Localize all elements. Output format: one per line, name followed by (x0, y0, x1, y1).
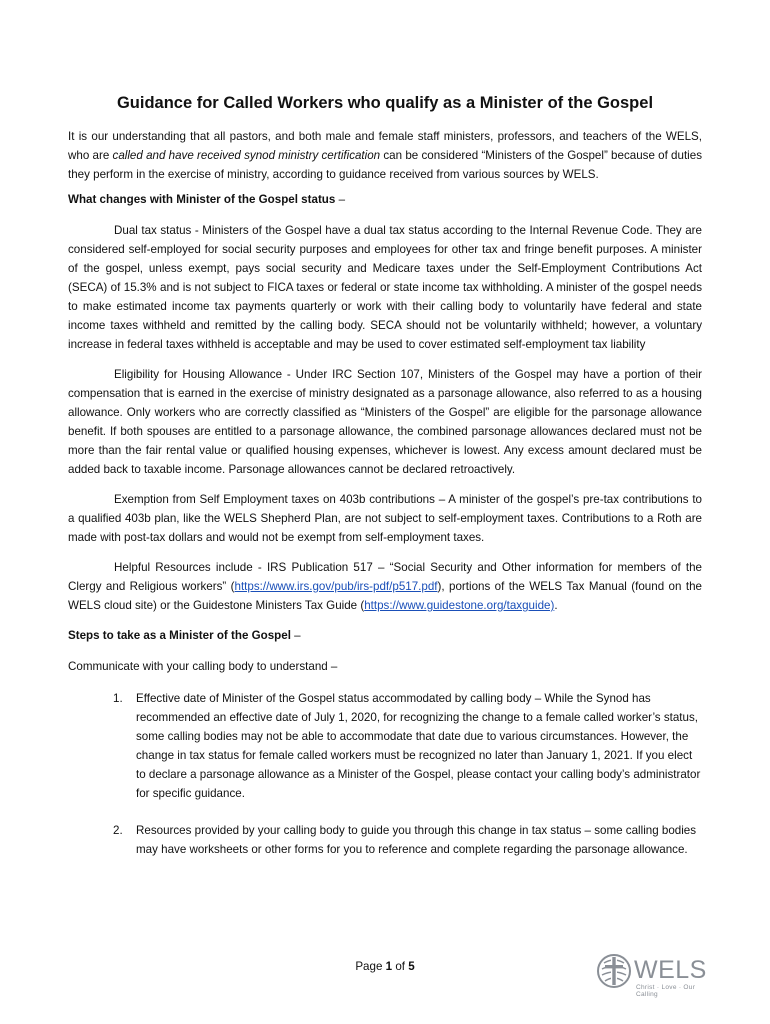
intro-paragraph (68, 127, 702, 184)
list-item (68, 689, 702, 803)
document-body (68, 94, 702, 859)
logo-tagline: Christ · Love · Our Calling (636, 984, 696, 998)
list-item (68, 821, 702, 859)
steps-list (68, 689, 702, 859)
page-of: of (392, 960, 409, 973)
page-current: 1 (385, 960, 393, 973)
irs-publication-link[interactable]: https://www.irs.gov/pub/irs-pdf/p517.pdf (234, 580, 438, 593)
wels-logo (596, 953, 711, 998)
steps-lead: Communicate with your calling body to understand – (68, 660, 338, 673)
page-label: Page (355, 960, 386, 973)
logo-wordmark: WELS (634, 956, 707, 984)
changes-heading-dash: – (335, 193, 346, 206)
resources-text-1: Helpful Resources include - IRS Publication 517 – “Social Security and Other information for members of the Clergy and Religious workers” ( (68, 561, 702, 593)
intro-text-1: It is our understanding that all pastors, and both male and female staff ministers, professors, and teachers of the WELS, who are (68, 130, 702, 162)
resources-text-2: ), portions of the WELS Tax Manual (found on the WELS cloud site) or the Guidestone Ministers Tax Guide ( (68, 580, 702, 612)
housing-allowance-paragraph: Eligibility for Housing Allowance - Under IRC Section 107, Ministers of the Gospel may have a portion of their compensation that is earned in the exercise of ministry designated as a parsonage allowance, also referred to as a housing allowance. Only workers who are correctly classified as “Ministers of the Gospel” are eligible for the parsonage allowance benefit. If both spouses are entitled to a parsonage allowance, the combined parsonage allowances declared must not be more than the fair rental value or qualified housing expenses, whichever is lowest. Any excess amount declared must be added back to taxable income. Parsonage allowances cannot be declared retroactively. (68, 368, 702, 476)
list-item-text: Resources provided by your calling body to guide you through this change in tax status – some calling bodies may have worksheets or other forms for you to reference and complete regarding the parsonage allowance. (136, 824, 697, 856)
steps-heading-text: Steps to take as a Minister of the Gospel (68, 629, 291, 642)
steps-heading-dash: – (290, 629, 301, 642)
list-item-number: 1. (113, 692, 123, 705)
guidestone-link[interactable]: https://www.guidestone.org/taxguide) (364, 599, 555, 612)
list-item-number: 2. (113, 824, 123, 837)
page-total: 5 (408, 960, 415, 973)
exemption-paragraph: Exemption from Self Employment taxes on 403b contributions – A minister of the gospel’s pre-tax contributions to a qualified 403b plan, like the WELS Shepherd Plan, are not subject to self-employment taxes. Contributions to a Roth are made with post-tax dollars and would not be exempt from self-employment taxes. (68, 493, 702, 544)
list-item-text: Effective date of Minister of the Gospel status accommodated by calling body – While the Synod has recommended an effective date of July 1, 2020, for recognizing the change to a female called worker’s status, some calling bodies may not be able to accommodate that date due to various circumstances. However, the change in tax status for female called workers must be recognized no later than January 1, 2021. If you elect to declare a parsonage allowance as a Minister of the Gospel, please contact your calling body’s administrator for specific guidance. (136, 692, 701, 800)
changes-heading (68, 190, 702, 209)
steps-heading (68, 626, 702, 645)
intro-text-2: can be considered “Ministers of the Gospel” because of duties they perform in the exercise of ministry, according to guidance received from various sources by WELS. (68, 149, 702, 181)
document-title: Guidance for Called Workers who qualify as a Minister of the Gospel (116, 94, 654, 112)
changes-heading-text: What changes with Minister of the Gospel status (68, 193, 336, 206)
resources-paragraph (68, 558, 702, 615)
dual-tax-paragraph: Dual tax status - Ministers of the Gospel have a dual tax status according to the Internal Revenue Code. They are considered self-employed for social security purposes and employees for other tax and fringe benefit purposes. A minister of the gospel, unless exempt, pays social security and Medicare taxes under the Self-Employment Contributions Act (SECA) of 15.3% and is not subject to FICA taxes or federal or state income tax withholding. A minister of the gospel needs to make estimated income tax payments quarterly or work with their calling body to voluntarily have federal and state income taxes withheld and remitted by the calling body. SECA should not be voluntarily withheld; however, a voluntary increase in federal taxes withheld is acceptable and may be used to cover estimated self-employment tax liability (68, 224, 702, 351)
intro-emphasis: called and have received synod ministry certification (112, 149, 381, 162)
cross-globe-icon (596, 953, 632, 989)
resources-text-3: . (554, 599, 558, 612)
